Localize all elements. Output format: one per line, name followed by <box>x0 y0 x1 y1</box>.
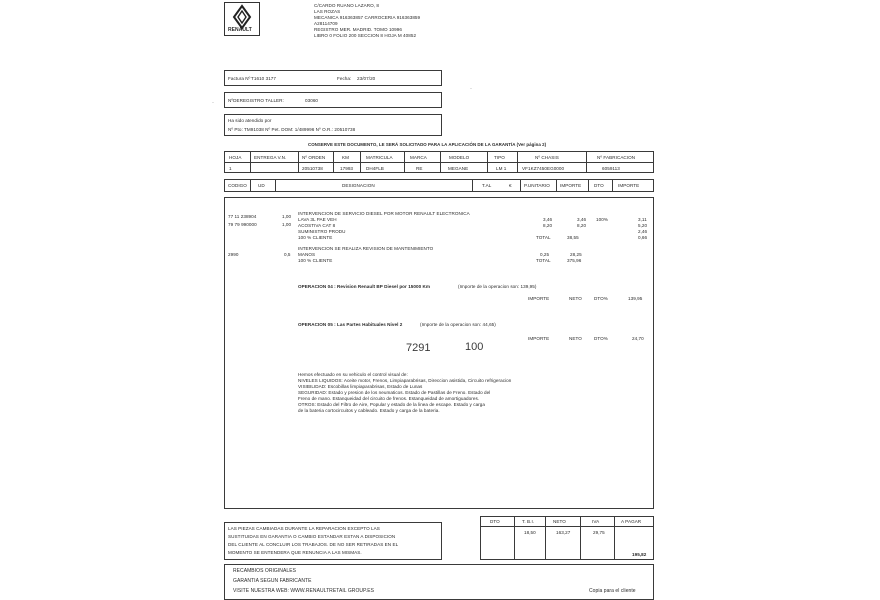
item-ud: 1,00 <box>282 222 292 227</box>
checklist-line: OTROS: Estado del Filtro de Aire, Popular y estado de la linea de escape. Estado y carga <box>298 402 485 407</box>
item-desc: 100 % CLIENTE <box>298 235 333 240</box>
invoice-number: T1610 3177 <box>251 76 277 81</box>
item-total: 0,66 <box>638 235 648 240</box>
vehicle-value: 20510738 <box>302 166 323 171</box>
operation-note: (Importe de la operacion son: 44,65) <box>420 322 496 327</box>
items-header-euro: € <box>509 183 512 188</box>
vehicle-value: 1 <box>229 166 232 171</box>
item-desc: MANOS <box>298 252 316 257</box>
vehicle-header: Nº ORDEN <box>302 155 326 160</box>
grand-total: 195,82 <box>632 552 647 557</box>
vehicle-header: MATRICULA <box>366 155 393 160</box>
invoice-number-box <box>224 70 442 86</box>
warranty-notice: CONSERVE ESTE DOCUMENTO, LE SERÁ SOLICITADO PARA LA APLICACIÓN DE LA GARANTÍA (Ver página 2) <box>308 142 547 147</box>
totals-value: 163,27 <box>556 530 571 535</box>
vehicle-value: 17993 <box>340 166 354 171</box>
dealer-line: REGISTRO MER. MADRID. TOMO 10996 <box>314 27 402 32</box>
item-total: 3,11 <box>638 217 647 222</box>
item-price: TOTAL <box>536 258 551 263</box>
dealer-line: MECANICA 916363857 CARROCERIA 916363859 <box>314 15 421 20</box>
footer-line: VISITE NUESTRA WEB: WWW.RENAULTRETAIL GROUP.ES <box>233 588 375 594</box>
notice-line: DEL CLIENTE AL CONCLUIR LOS TRABAJOS. DE NO SER RETIRADAS EN EL <box>228 542 399 547</box>
operation-dto: DTO% <box>594 296 608 301</box>
operation-value: 139,95 <box>628 296 643 301</box>
totals-header: DTO <box>490 519 500 524</box>
items-body <box>224 197 654 509</box>
item-price: 3,46 <box>543 217 553 222</box>
notice-line: MOMENTO SE ENTENDERA QUE RENUNCIA A LAS MISMAS. <box>228 550 362 555</box>
item-amount: 3,46 <box>577 217 587 222</box>
vehicle-header: MODELO <box>449 155 470 160</box>
stamp-value: 100 <box>465 341 484 353</box>
item-desc: SUMINISTRO PRODU <box>298 229 346 234</box>
checklist-line: Freno de mano. Estanqueidad del circuito de frenos. Estanqueidad de amortiguadores. <box>298 396 480 401</box>
operation-neto: NETO <box>569 296 582 301</box>
operation-label: OPERACION 05 : Las Partes Habituales Nivel 2 <box>298 322 403 327</box>
items-header-importe: IMPORTE <box>560 183 582 188</box>
items-header-ud: UD <box>258 183 265 188</box>
notice-line: SUSTITUIDAS EN GARANTIA O CAMBIO ESTANDAR ESTAN A DISPOSICION <box>228 534 396 539</box>
totals-value: 29,75 <box>593 530 605 535</box>
item-desc: INTERVENCION SE REALIZA REVISION DE MANTENIMIENTO <box>298 246 434 251</box>
item-code: 2990 <box>228 252 239 257</box>
item-total: 5,20 <box>638 223 648 228</box>
totals-header: A PAGAR <box>621 519 642 524</box>
footer-line: GARANTIA SEGUN FABRICANTE <box>233 578 312 584</box>
item-ud: 1,00 <box>282 214 292 219</box>
scan-mark: · <box>470 86 472 92</box>
logo-brand: RENAULT <box>228 27 252 33</box>
items-header-dto: DTO <box>594 183 604 188</box>
registry-label: NºDEREGISTRO TALLER: <box>228 98 284 103</box>
stamp-code: 7291 <box>406 342 431 354</box>
checklist-line: SEGURIDAD: Estado y presion de los neumaticos. Estado de Pastillas de Freno. Estado del <box>298 390 491 395</box>
dealer-line: LAS ROZAS <box>314 9 341 14</box>
items-header-designacion: DESIGNACION <box>342 183 375 188</box>
operation-label: OPERACION 04 : Revision Renault BP Diesel por 15000 Km <box>298 284 431 289</box>
item-desc: ACOSTIVA CAT 8 <box>298 223 336 228</box>
checklist-line: NIVELES LIQUIDOS: Aceite motor, Frenos, Limpiaparabrisas, Direccion asistida, Circuito refrigeracion <box>298 378 512 383</box>
parts-notice-box <box>224 522 442 560</box>
items-header <box>224 179 654 192</box>
item-desc: LAVA 3L PAE VEH <box>298 217 337 222</box>
item-amount: 28,25 <box>570 252 582 257</box>
attention-line: Nº Pto: TM91038 Nº Pet. DOM: 1/489996 Nº O.R.: 20510738 <box>228 127 356 132</box>
footer-line: RECAMBIOS ORIGINALES <box>233 568 296 574</box>
notice-line: LAS PIEZAS CAMBIADAS DURANTE LA REPARACION EXCEPTO LAS <box>228 526 380 531</box>
item-total: 2,46 <box>638 229 648 234</box>
vehicle-value: DH4FLB <box>366 166 384 171</box>
dealer-line: C/CARDO RUANO LAZARO, 8 <box>314 3 379 8</box>
checklist-line: Hemos efectuado en su vehiculo el control visual de: <box>298 372 408 377</box>
totals-header: IVA <box>592 519 600 524</box>
operation-value: 24,70 <box>632 336 644 341</box>
items-header-precio: P.UNITARIO <box>524 183 550 188</box>
vehicle-value: MEGANE <box>448 166 469 171</box>
checklist-line: VISIBILIDAD: Escobillas limpiaparabrisas, Estado de Lunas <box>298 384 423 389</box>
attention-box <box>224 114 442 136</box>
operation-importe: IMPORTE <box>528 296 550 301</box>
dealer-line: LIBRO 0 FOLIO 200 SECCION 8 HOJA M 40852 <box>314 33 417 38</box>
scan-mark: · <box>212 100 214 106</box>
checklist-line: de la bateria cortocircuitos y cableado. Estado y carga de la bateria. <box>298 408 440 413</box>
vehicle-value: RE <box>416 166 423 171</box>
totals-header: T. B.I. <box>522 519 535 524</box>
vehicle-header: KM <box>342 155 349 160</box>
item-desc: 100 % CLIENTE <box>298 258 333 263</box>
item-code: 79 79 990000 <box>228 222 257 227</box>
item-price: 8,20 <box>543 223 553 228</box>
items-header-codigo: CODIGO <box>228 183 247 188</box>
operation-neto: NETO <box>569 336 582 341</box>
invoice-number-label: Factura Nº <box>228 76 251 81</box>
totals-header: NETO <box>553 519 566 524</box>
vehicle-header: MARCA <box>410 155 427 160</box>
attention-title: Ha sido atendido por <box>228 118 272 123</box>
vehicle-value: LM 1 <box>496 166 507 171</box>
item-price: TOTAL <box>536 235 551 240</box>
footer-copy: Copia para el cliente <box>589 588 636 594</box>
item-amount: 38,55 <box>567 235 579 240</box>
operation-dto: DTO% <box>594 336 608 341</box>
operation-note: (Importe de la operacion son: 139,95) <box>458 284 537 289</box>
invoice-date-label: Fecha: <box>337 76 352 81</box>
item-desc: INTERVENCION DE SERVICIO DIESEL POR MOTOR RENAULT ELECTRONICA <box>298 211 470 216</box>
operation-importe: IMPORTE <box>528 336 550 341</box>
item-code: 77 11 238904 <box>228 214 257 219</box>
vehicle-header: HOJA <box>229 155 242 160</box>
invoice-date: 23/07/20 <box>357 76 376 81</box>
items-header-importe2: IMPORTE <box>618 183 640 188</box>
vehicle-header: TIPO <box>494 155 505 160</box>
dealer-line: A28114709 <box>314 21 338 26</box>
footer-box <box>224 564 654 600</box>
vehicle-header: ENTREGA V.N. <box>254 155 287 160</box>
registry-number: 03060 <box>305 98 319 103</box>
item-amount: 8,20 <box>577 223 587 228</box>
item-price: 0,25 <box>540 252 550 257</box>
vehicle-value: 6059113 <box>602 166 620 171</box>
renault-logo <box>224 2 260 36</box>
registry-box <box>224 92 442 108</box>
vehicle-value: VF1KZ7450EG0000 <box>522 166 565 171</box>
vehicle-header: Nº CHASIS <box>535 155 559 160</box>
item-discount: 100% <box>596 217 608 222</box>
vehicle-header: Nº FABRICACION <box>597 155 636 160</box>
item-ud: 0,5 <box>284 252 291 257</box>
items-header-tal: T.AL <box>482 183 492 188</box>
totals-value: 18,50 <box>524 530 536 535</box>
item-amount: 375,96 <box>567 258 582 263</box>
